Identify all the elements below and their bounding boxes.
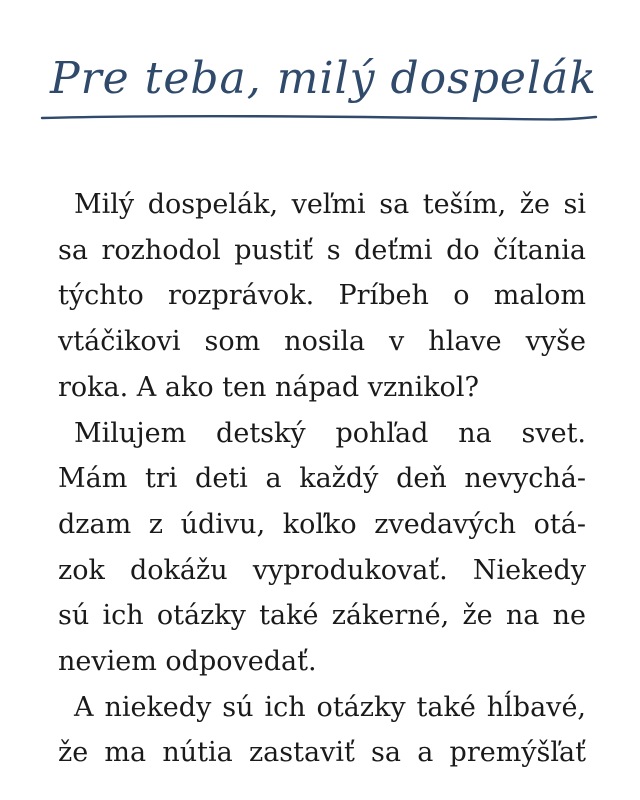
text-line: Milujem detský pohľad na svet. — [74, 417, 586, 449]
text-line: A niekedy sú ich otázky také hĺbavé, — [74, 691, 586, 723]
chapter-heading — [40, 50, 600, 110]
text-line: týchto rozprávok. Príbeh o malom — [58, 280, 586, 312]
text-line: vtáčikovi som nosila v hlave vyše — [58, 326, 586, 358]
text-line: sú ich otázky také zákerné, že na ne — [58, 600, 586, 632]
text-line: neviem odpovedať. — [58, 646, 317, 678]
text-line: Milý dospelák, veľmi sa teším, že si — [74, 189, 586, 220]
text-line: roka. A ako ten nápad vznikol? — [58, 371, 479, 403]
text-line: sa rozhodol pustiť s deťmi do čítania — [58, 234, 586, 266]
text-line: zok dokážu vyprodukovať. Niekedy — [58, 554, 586, 586]
heading-underline — [40, 112, 600, 124]
body-text — [58, 182, 586, 776]
heading-title: Pre teba, milý dospelák — [50, 53, 597, 104]
text-line: dzam z údivu, koľko zvedavých otá- — [58, 508, 586, 540]
text-line: Mám tri deti a každý deň nevychá- — [58, 463, 586, 495]
text-line: že ma nútia zastaviť sa a premýšľať — [58, 737, 586, 769]
